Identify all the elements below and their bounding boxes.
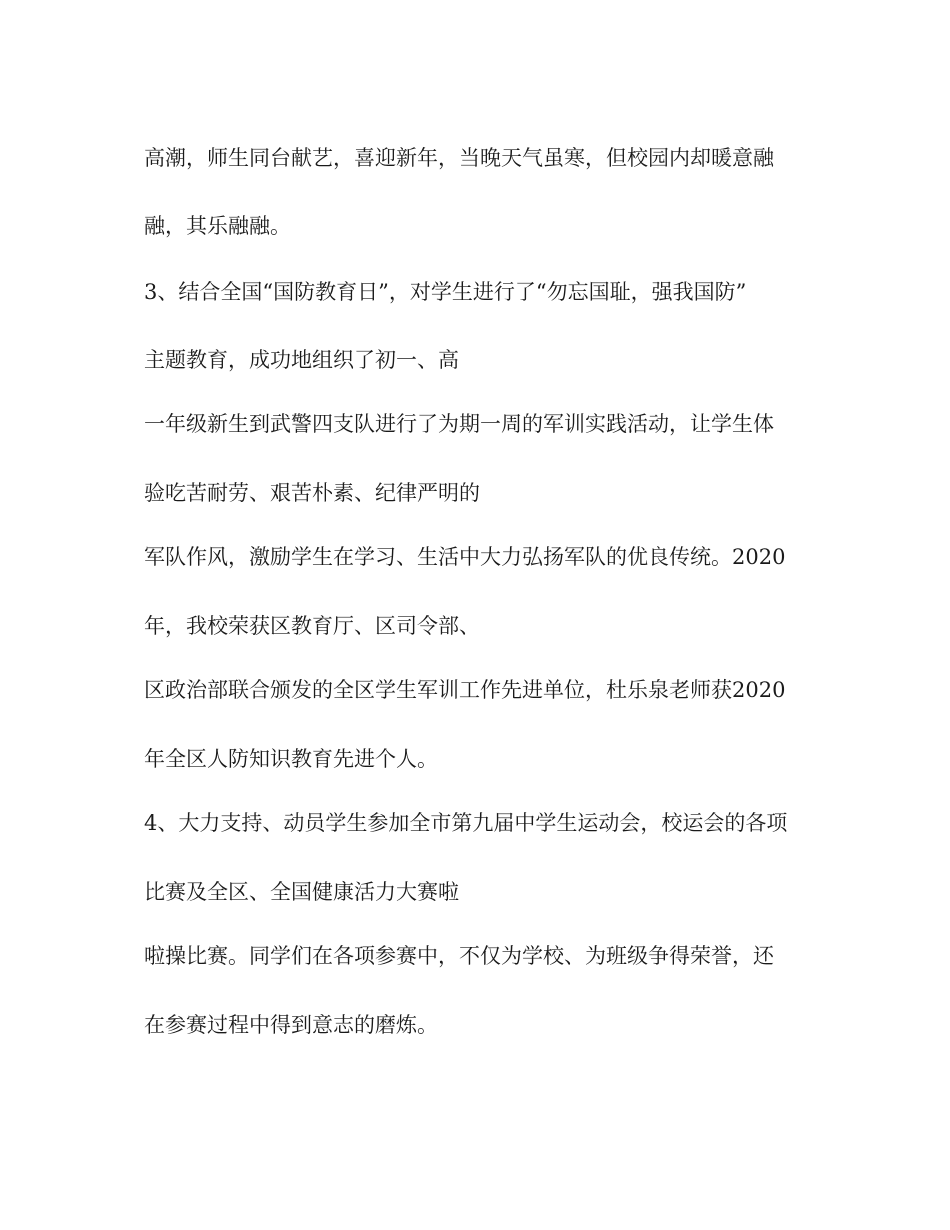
text-line: 3、结合全国“国防教育日”，对学生进行了“勿忘国耻，强我国防” xyxy=(144,280,747,304)
text-line: 区政治部联合颁发的全区学生军训工作先进单位，杜乐泉老师获2020 xyxy=(144,678,786,702)
text-line: 年，我校荣获区教育厅、区司令部、 xyxy=(144,614,480,638)
text-line: 验吃苦耐劳、艰苦朴素、纪律严明的 xyxy=(144,481,480,505)
text-line: 融，其乐融融。 xyxy=(144,214,291,238)
text-line: 主题教育，成功地组织了初一、高 xyxy=(144,348,459,372)
text-line: 啦操比赛。同学们在各项参赛中，不仅为学校、为班级争得荣誉，还 xyxy=(144,944,774,968)
text-line: 4、大力支持、动员学生参加全市第九届中学生运动会，校运会的各项 xyxy=(144,811,788,835)
text-line: 在参赛过程中得到意志的磨炼。 xyxy=(144,1013,438,1037)
text-line: 年全区人防知识教育先进个人。 xyxy=(144,747,438,771)
text-line: 高潮，师生同台献艺，喜迎新年，当晚天气虽寒，但校园内却暖意融 xyxy=(144,146,774,170)
text-line: 比赛及全区、全国健康活力大赛啦 xyxy=(144,880,459,904)
text-line: 一年级新生到武警四支队进行了为期一周的军训实践活动，让学生体 xyxy=(144,412,774,436)
text-line: 军队作风，激励学生在学习、生活中大力弘扬军队的优良传统。2020 xyxy=(144,545,786,569)
